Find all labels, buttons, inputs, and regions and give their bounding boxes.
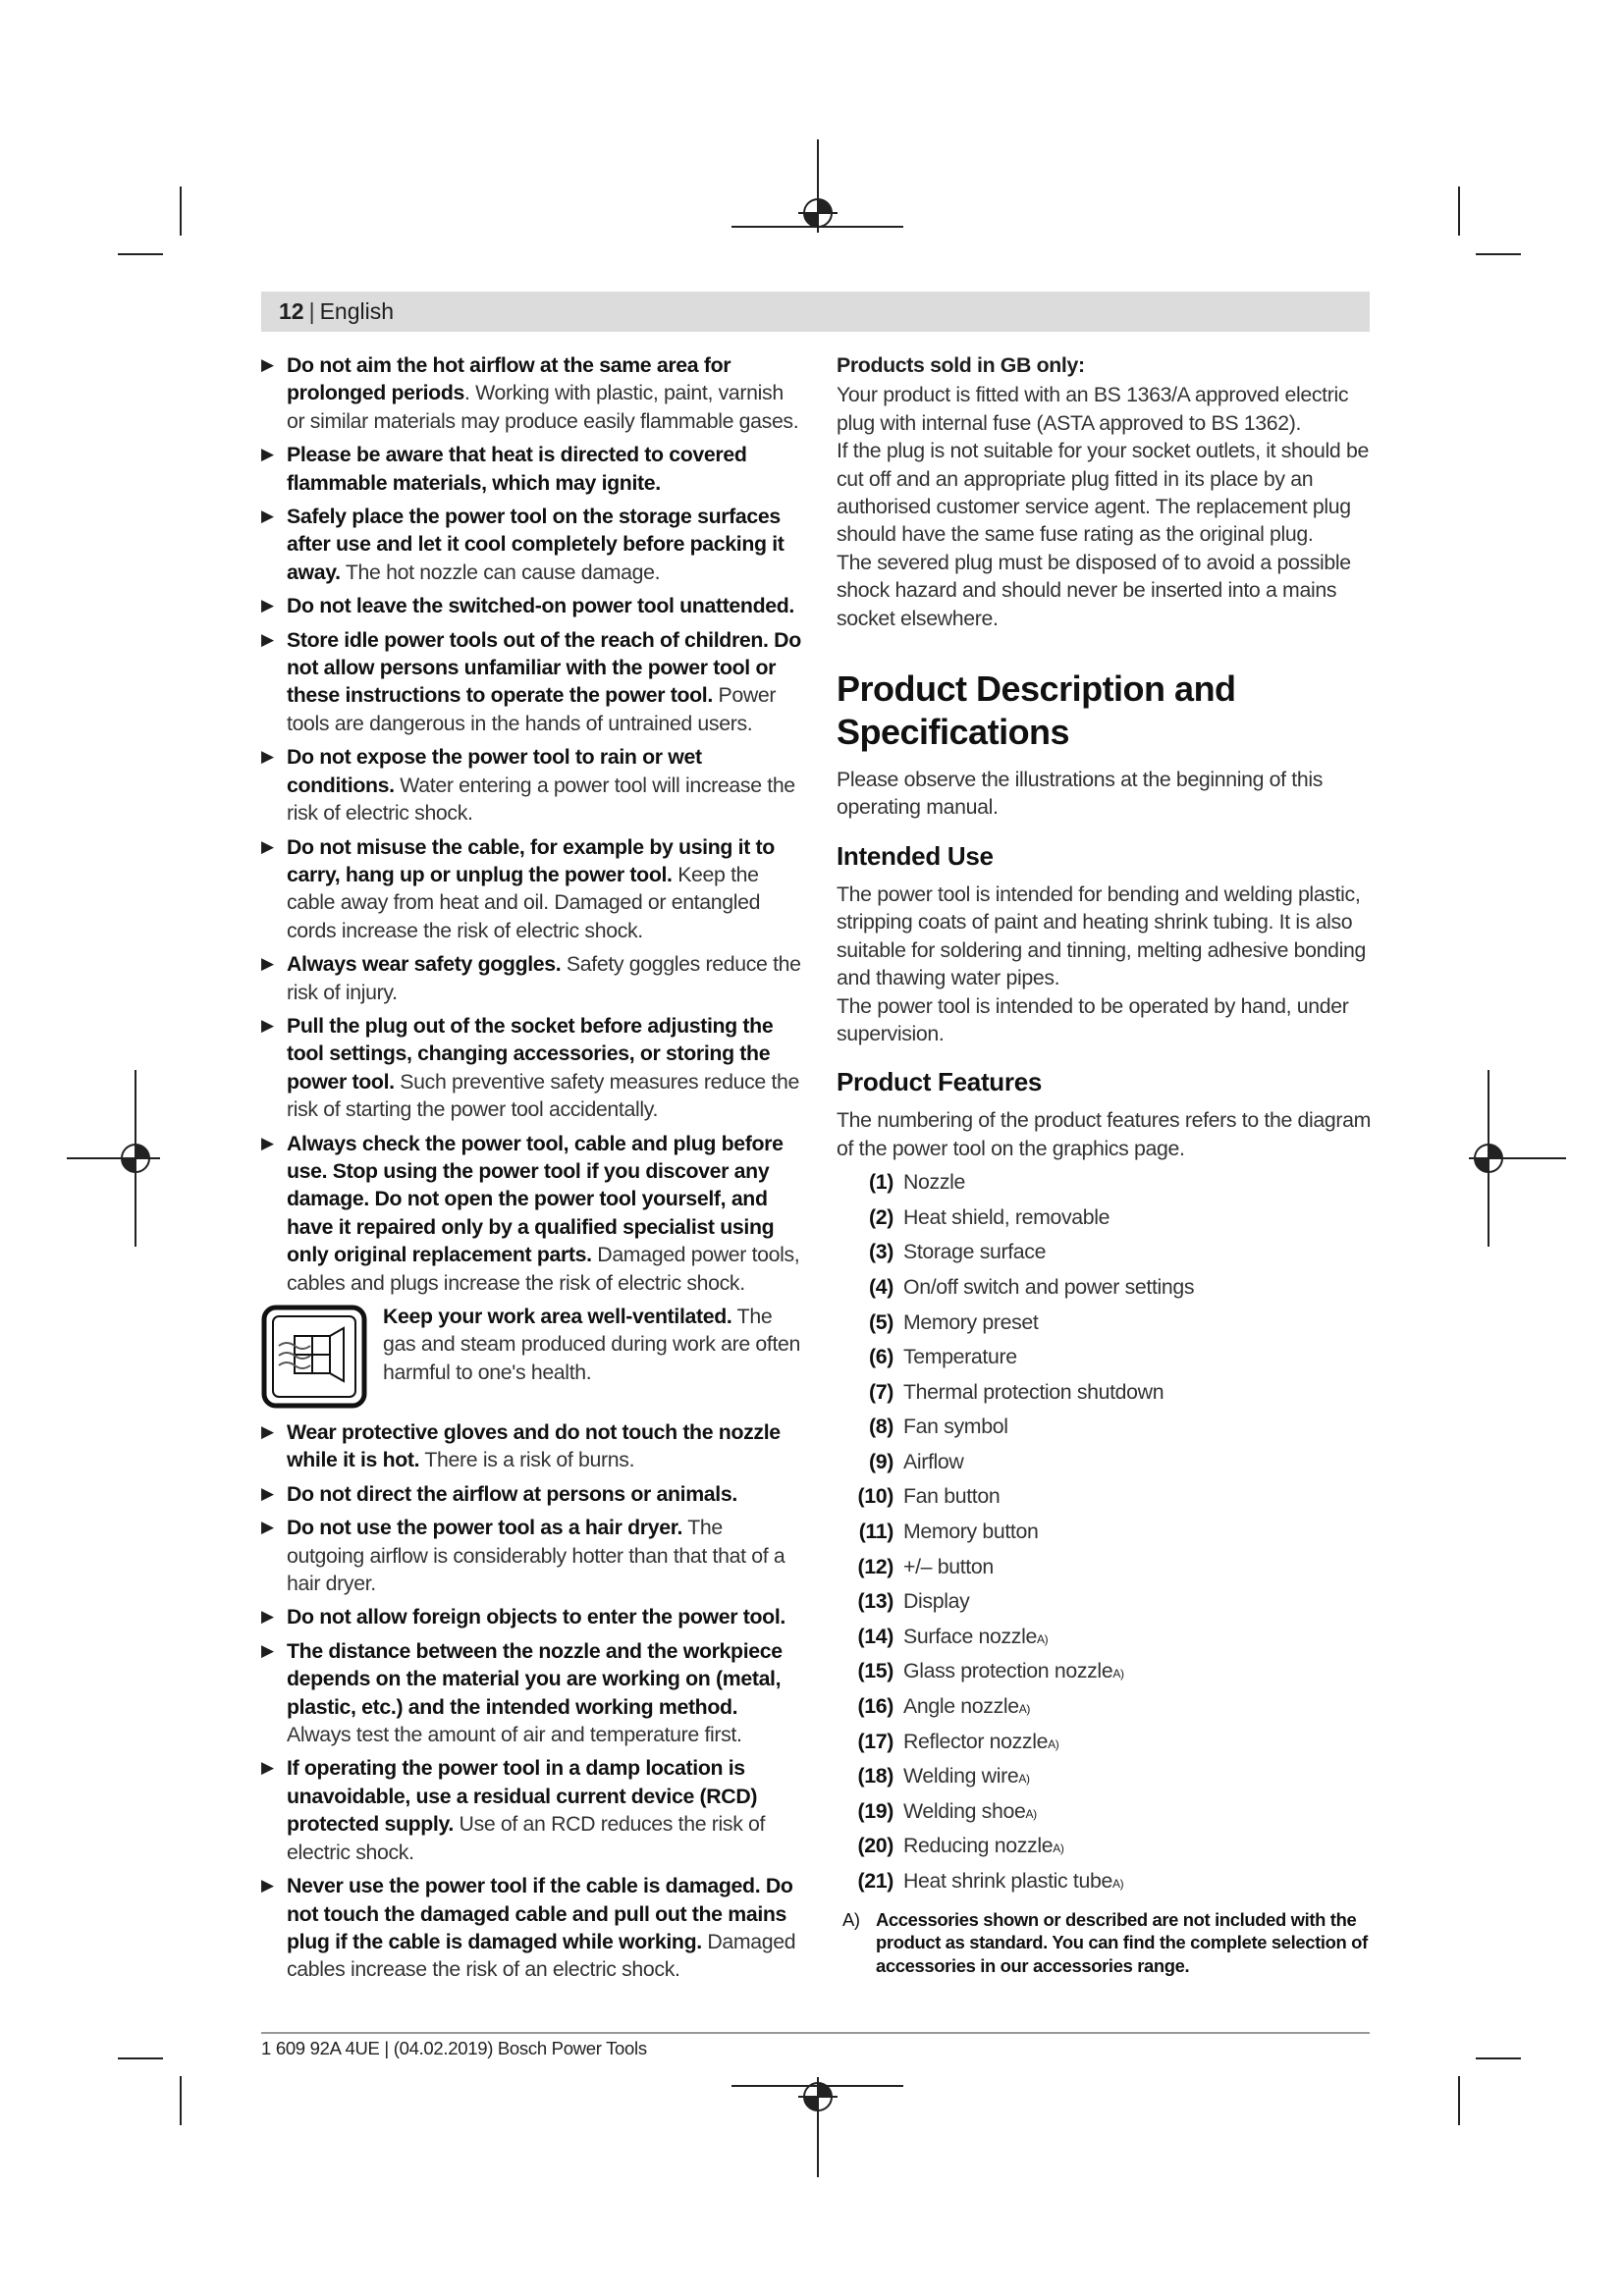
bullet-arrow-icon: ▶ bbox=[261, 1876, 274, 1896]
section-intro: Please observe the illustrations at the beginning of this operating manual. bbox=[837, 768, 1324, 820]
crop-mark bbox=[1458, 2076, 1460, 2125]
ventilation-text: The gas and steam produced during work are often harmful to one's health. bbox=[383, 1305, 801, 1384]
feature-item bbox=[842, 1448, 1375, 1483]
gb-heading: Products sold in GB only: bbox=[837, 353, 1085, 377]
feature-number: (3) bbox=[869, 1240, 893, 1264]
feature-number: (12) bbox=[857, 1554, 893, 1578]
footnote-text: Accessories shown or described are not included with the product as standard. You can find the complete selection of accessories in our accessories range. bbox=[876, 1908, 1368, 1976]
feature-number: (5) bbox=[869, 1309, 893, 1334]
bullet-arrow-icon: ▶ bbox=[261, 507, 274, 526]
feature-label: Fan button bbox=[903, 1484, 1001, 1509]
safety-bullet bbox=[261, 1480, 801, 1508]
safety-bullet bbox=[261, 626, 801, 738]
bullet-arrow-icon: ▶ bbox=[261, 1640, 274, 1660]
safety-bullet bbox=[261, 1130, 801, 1297]
crop-mark bbox=[180, 2076, 182, 2125]
feature-label: On/off switch and power settings bbox=[903, 1274, 1195, 1299]
feature-item bbox=[842, 1413, 1375, 1448]
feature-item: (16) Angle nozzle A) bbox=[842, 1692, 1375, 1728]
feature-number: (4) bbox=[869, 1274, 893, 1299]
bullet-arrow-icon: ▶ bbox=[261, 596, 274, 615]
feature-number: (17) bbox=[857, 1729, 893, 1753]
bullet-arrow-icon: ▶ bbox=[261, 1758, 274, 1778]
bullet-text: Safety goggles reduce the risk of injury. bbox=[287, 952, 801, 1004]
bullet-bold-text: Always wear safety goggles. bbox=[287, 952, 562, 977]
footnote-label: A) bbox=[842, 1908, 860, 1930]
bullet-arrow-icon: ▶ bbox=[261, 954, 274, 974]
paragraph: If the plug is not suitable for your socket outlets, it should be cut off and an appropriate plug fitted in its place by an authorised customer service agent. The replacement plug should have the same fuse rating as the original plug. bbox=[837, 439, 1369, 547]
left-column bbox=[261, 351, 801, 1990]
crop-mark bbox=[1476, 253, 1521, 255]
right-column bbox=[837, 351, 1375, 1977]
bullet-text: Power tools are dangerous in the hands of untrained users. bbox=[287, 683, 777, 735]
feature-item: (21) Heat shrink plastic tube A) bbox=[842, 1867, 1375, 1902]
bullet-text: Always test the amount of air and temperature first. bbox=[287, 1723, 742, 1747]
bullet-arrow-icon: ▶ bbox=[261, 1422, 274, 1441]
ventilation-bold: Keep your work area well-ventilated. bbox=[383, 1305, 732, 1328]
bullet-bold-text: Do not misuse the cable, for example by using it to carry, hang up or unplug the power tool. bbox=[287, 834, 775, 886]
feature-label: Heat shrink plastic tube bbox=[903, 1869, 1112, 1893]
feature-number: (15) bbox=[857, 1659, 893, 1683]
safety-bullet bbox=[261, 441, 801, 497]
bullet-arrow-icon: ▶ bbox=[261, 445, 274, 464]
bullet-arrow-icon: ▶ bbox=[261, 629, 274, 649]
feature-label: Thermal protection shutdown bbox=[903, 1379, 1164, 1404]
safety-bullet bbox=[261, 1418, 801, 1474]
bullet-bold-text: Safely place the power tool on the storage surfaces after use and let it cool completely before packing it away. bbox=[287, 505, 785, 584]
feature-item bbox=[842, 1553, 1375, 1588]
feature-item: (15) Glass protection nozzle A) bbox=[842, 1657, 1375, 1692]
ventilation-notice bbox=[261, 1303, 801, 1409]
bullet-bold-text: Pull the plug out of the socket before adjusting the tool settings, changing accessories, or storing the power tool. bbox=[287, 1013, 774, 1094]
safety-bullet bbox=[261, 1012, 801, 1124]
bullet-text: Water entering a power tool will increase the risk of electric shock. bbox=[287, 773, 795, 826]
crop-mark bbox=[118, 253, 163, 255]
bullet-text: . Working with plastic, paint, varnish or similar materials may produce easily flammable gases. bbox=[287, 381, 799, 433]
crop-mark bbox=[1476, 2057, 1521, 2059]
feature-number: (2) bbox=[869, 1204, 893, 1229]
safety-bullet bbox=[261, 351, 801, 435]
bullet-arrow-icon: ▶ bbox=[261, 836, 274, 856]
bullet-bold-text: Please be aware that heat is directed to covered flammable materials, which may ignite. bbox=[287, 443, 747, 495]
registration-mark-icon bbox=[116, 1139, 155, 1178]
feature-label: Angle nozzle bbox=[903, 1694, 1019, 1719]
features-intro: The numbering of the product features refers to the diagram of the power tool on the graphics page. bbox=[837, 1108, 1372, 1160]
footer-divider bbox=[261, 2032, 1370, 2034]
feature-label: Surface nozzle bbox=[903, 1624, 1037, 1648]
feature-item: (14) Surface nozzle A) bbox=[842, 1623, 1375, 1658]
feature-number: (10) bbox=[857, 1484, 893, 1509]
bullet-bold-text: Store idle power tools out of the reach of children. Do not allow persons unfamiliar with the power tool or these instructions to operate the power tool. bbox=[287, 627, 801, 708]
feature-number: (8) bbox=[869, 1415, 893, 1439]
feature-label: Reducing nozzle bbox=[903, 1834, 1054, 1858]
feature-label: Reflector nozzle bbox=[903, 1729, 1049, 1753]
feature-label: Temperature bbox=[903, 1345, 1017, 1369]
feature-number: (9) bbox=[869, 1449, 893, 1473]
feature-number: (11) bbox=[858, 1520, 893, 1544]
paragraph: The power tool is intended for bending and welding plastic, stripping coats of paint and heating shrink tubing. It is also suitable for soldering and tinning, melting adhesive bonding and thawing water pipes. bbox=[837, 881, 1367, 990]
feature-label: Memory preset bbox=[903, 1309, 1039, 1334]
feature-item bbox=[842, 1518, 1375, 1553]
safety-bullet bbox=[261, 1872, 801, 1984]
feature-item: (20) Reducing nozzle A) bbox=[842, 1832, 1375, 1867]
feature-item bbox=[842, 1308, 1375, 1344]
crop-mark bbox=[118, 2057, 163, 2059]
registration-mark-icon bbox=[1469, 1139, 1508, 1178]
safety-bullet bbox=[261, 833, 801, 945]
safety-bullet bbox=[261, 503, 801, 586]
bullet-text: The outgoing airflow is considerably hotter than that that of a hair dryer. bbox=[287, 1516, 785, 1596]
safety-bullet bbox=[261, 1754, 801, 1866]
feature-number: (18) bbox=[857, 1764, 893, 1789]
bullet-bold-text: Do not allow foreign objects to enter the power tool. bbox=[287, 1605, 785, 1629]
bullet-bold-text: Do not aim the hot airflow at the same area for prolonged periods bbox=[287, 353, 731, 405]
bullet-arrow-icon: ▶ bbox=[261, 1607, 274, 1627]
feature-label: Fan symbol bbox=[903, 1415, 1008, 1439]
feature-label: Airflow bbox=[903, 1449, 964, 1473]
bullet-text: Damaged power tools, cables and plugs increase the risk of electric shock. bbox=[287, 1243, 800, 1295]
safety-bullet bbox=[261, 950, 801, 1006]
bullet-text: Use of an RCD reduces the risk of electric shock. bbox=[287, 1812, 766, 1864]
bullet-text: There is a risk of burns. bbox=[419, 1448, 635, 1472]
bullet-arrow-icon: ▶ bbox=[261, 1518, 274, 1537]
feature-item bbox=[842, 1273, 1375, 1308]
features-title: Product Features bbox=[837, 1067, 1043, 1097]
feature-number: (7) bbox=[869, 1379, 893, 1404]
feature-item bbox=[842, 1203, 1375, 1239]
bullet-bold-text: Do not use the power tool as a hair dryer. bbox=[287, 1516, 683, 1540]
feature-item bbox=[842, 1343, 1375, 1378]
header-separator: | bbox=[308, 298, 315, 324]
feature-item bbox=[842, 1378, 1375, 1414]
registration-mark-icon bbox=[798, 2077, 838, 2116]
crop-mark bbox=[180, 187, 182, 236]
feature-label: Nozzle bbox=[903, 1170, 965, 1195]
bullet-bold-text: If operating the power tool in a damp location is unavoidable, use a residual current device (RCD) protected supply. bbox=[287, 1756, 758, 1837]
feature-number: (13) bbox=[857, 1589, 893, 1614]
feature-label: Welding wire bbox=[903, 1764, 1019, 1789]
feature-item: (18) Welding wire A) bbox=[842, 1762, 1375, 1797]
bullet-text: Damaged cables increase the risk of an electric shock. bbox=[287, 1929, 796, 1982]
bullet-text: The hot nozzle can cause damage. bbox=[340, 560, 661, 584]
ventilation-icon bbox=[261, 1305, 367, 1409]
feature-number: (14) bbox=[857, 1624, 893, 1648]
bullet-bold-text: Do not leave the switched-on power tool unattended. bbox=[287, 594, 794, 618]
intended-use-title: Intended Use bbox=[837, 840, 994, 871]
safety-bullet bbox=[261, 592, 801, 619]
feature-item bbox=[842, 1482, 1375, 1518]
bullet-bold-text: Wear protective gloves and do not touch the nozzle while it is hot. bbox=[287, 1420, 781, 1472]
page-footer: 1 609 92A 4UE | (04.02.2019) Bosch Power Tools bbox=[261, 2038, 647, 2058]
bullet-arrow-icon: ▶ bbox=[261, 1015, 274, 1035]
bullet-bold-text: The distance between the nozzle and the workpiece depends on the material you are working on (metal, plastic, etc.) and the intended working method. bbox=[287, 1638, 783, 1719]
paragraph: Your product is fitted with an BS 1363/A approved electric plug with internal fuse (ASTA approved to BS 1362). bbox=[837, 383, 1349, 435]
bullet-bold-text: Never use the power tool if the cable is damaged. Do not touch the damaged cable and pull out the mains plug if the cable is damaged while working. bbox=[287, 1874, 793, 1953]
bullet-text: Keep the cable away from heat and oil. Damaged or entangled cords increase the risk of electric shock. bbox=[287, 862, 761, 942]
bullet-bold-text: Do not direct the airflow at persons or animals. bbox=[287, 1481, 737, 1506]
feature-number: (16) bbox=[857, 1694, 893, 1719]
feature-label: Glass protection nozzle bbox=[903, 1659, 1113, 1683]
feature-label: Heat shield, removable bbox=[903, 1204, 1110, 1229]
feature-label: Storage surface bbox=[903, 1240, 1047, 1264]
bullet-bold-text: Always check the power tool, cable and plug before use. Stop using the power tool if you discover any damage. Do not open the power tool yourself, and have it repaired only by a qualified specialist using only original replacement parts. bbox=[287, 1131, 784, 1267]
page-header bbox=[261, 292, 1370, 332]
feature-number: (6) bbox=[869, 1345, 893, 1369]
feature-item: (19) Welding shoe A) bbox=[842, 1797, 1375, 1833]
footnote bbox=[837, 1908, 1375, 1978]
crop-mark bbox=[1458, 187, 1460, 236]
bullet-arrow-icon: ▶ bbox=[261, 747, 274, 767]
header-language: English bbox=[319, 298, 395, 324]
feature-number: (21) bbox=[857, 1869, 893, 1893]
feature-item bbox=[842, 1238, 1375, 1273]
feature-number: (20) bbox=[857, 1834, 893, 1858]
bullet-arrow-icon: ▶ bbox=[261, 1483, 274, 1503]
bullet-arrow-icon: ▶ bbox=[261, 1133, 274, 1152]
bullet-text: Such preventive safety measures reduce the risk of starting the power tool accidentally. bbox=[287, 1069, 800, 1122]
safety-bullet bbox=[261, 743, 801, 827]
safety-bullet bbox=[261, 1637, 801, 1749]
registration-mark-icon bbox=[798, 193, 838, 233]
feature-item: (17) Reflector nozzle A) bbox=[842, 1728, 1375, 1763]
paragraph: The severed plug must be disposed of to avoid a possible shock hazard and should never be inserted into a mains socket elsewhere. bbox=[837, 550, 1351, 630]
page-number: 12 bbox=[279, 298, 304, 324]
feature-number: (1) bbox=[869, 1170, 893, 1195]
section-title: Product Description and Specifications bbox=[837, 668, 1236, 753]
features-list bbox=[837, 1168, 1375, 1901]
safety-bullet bbox=[261, 1514, 801, 1597]
safety-bullet bbox=[261, 1603, 801, 1630]
paragraph: The power tool is intended to be operated by hand, under supervision. bbox=[837, 993, 1349, 1045]
bullet-arrow-icon: ▶ bbox=[261, 355, 274, 374]
bullet-bold-text: Do not expose the power tool to rain or wet conditions. bbox=[287, 745, 702, 797]
feature-number: (19) bbox=[857, 1798, 893, 1823]
feature-item bbox=[842, 1168, 1375, 1203]
feature-item bbox=[842, 1587, 1375, 1623]
feature-label: Welding shoe bbox=[903, 1798, 1026, 1823]
feature-label: Memory button bbox=[903, 1520, 1039, 1544]
feature-label: +/– button bbox=[903, 1554, 994, 1578]
feature-label: Display bbox=[903, 1589, 970, 1614]
